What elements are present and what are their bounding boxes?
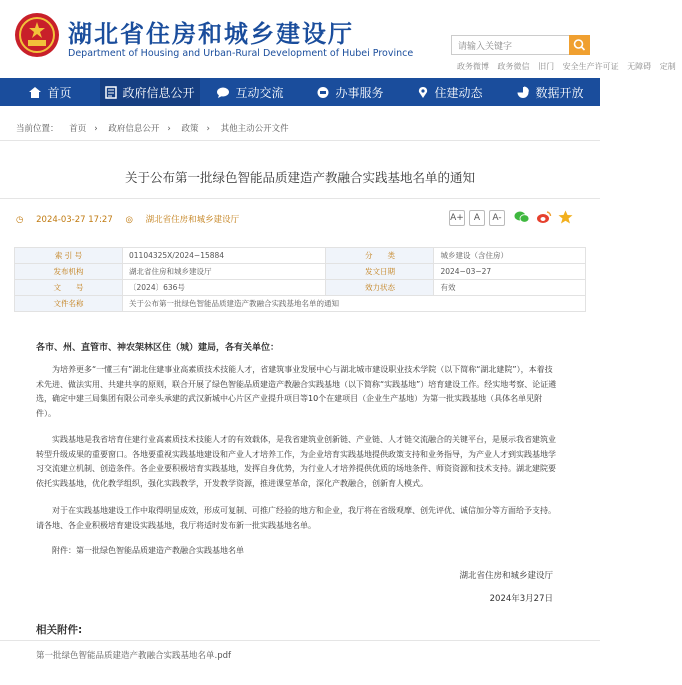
share-tools [514,210,579,224]
divider [0,140,600,141]
breadcrumb-prefix: 当前位置： [16,124,59,134]
weibo-icon[interactable] [536,210,552,224]
breadcrumb-link[interactable]: 政策 [181,124,199,134]
table-row [15,296,586,312]
table-key: 效力状态 [326,280,434,296]
table-value: 湖北省住房和城乡建设厅 [123,264,326,280]
search-icon [569,35,590,55]
breadcrumb-link[interactable]: 其他主动公开文件 [220,124,289,134]
table-key: 文 号 [15,280,123,296]
chat-icon [216,86,230,99]
body-paragraph: 为培养更多“一懂三有”湖北住建事业高素质技术技能人才，省建筑事业发展中心与湖北城市建设职业技术学院（以下简称“湖北建院”），本着技术先进、做法实用、共建共享的原则，联合开展了绿色智能品质建造产教融合实践基地（以下简称“实践基地”）培育建设工作。经实地考察、论证遴选，确定中建三局集团有限公司牵头承建的武汉新城中心片区产业提升项目等10个在建项目（企业生产基地）为第一批实践基地（具体名单见附件）。 [36,365,557,418]
nav-item-open-data[interactable] [500,78,600,106]
favorite-star-icon[interactable] [558,210,573,224]
breadcrumb-separator: › [94,124,98,134]
table-value: 2024−03−27 [434,264,586,280]
top-link[interactable]: 政务微信 [497,62,530,71]
font-size-tools [449,210,509,226]
table-key: 分 类 [326,248,434,264]
nav-label: 办事服务 [335,85,384,100]
addressee: 各市、州、直管市、神农架林区住（城）建局，各有关单位： [36,343,280,353]
article-source: 湖北省住房和城乡建设厅 [145,215,240,225]
document-info-table [14,247,586,312]
nav-label: 互动交流 [235,85,284,100]
top-link[interactable]: 定制 [659,62,676,71]
font-default-button[interactable]: A [469,210,485,226]
document-icon [105,86,117,99]
table-key: 文件名称 [15,296,123,312]
body-paragraph: 对于在实践基地建设工作中取得明显成效，形成可复制、可推广经验的地方和企业，我厅将在省级观摩、创先评优、诚信加分等方面给予支持。请各地、各企业积极培育建设实践基地，我厅将适时发布新一批实践基地名单。 [36,506,556,530]
table-value: 城乡建设（含住房） [434,248,586,264]
site-subtitle: Department of Housing and Urban-Rural Development of Hubei Province [68,48,414,59]
site-title[interactable]: 湖北省住房和城乡建设厅 [68,20,354,48]
service-icon [316,86,330,99]
table-row [15,248,586,264]
table-value: 有效 [434,280,586,296]
article-title: 关于公布第一批绿色智能品质建造产教融合实践基地名单的通知 [124,170,475,185]
main-nav [0,78,600,106]
top-link[interactable]: 无障碍 [627,62,652,71]
table-key: 索 引 号 [15,248,123,264]
top-links [457,61,682,72]
breadcrumb [16,122,297,134]
nav-label: 住建动态 [434,85,483,100]
chart-icon [516,86,530,99]
divider [0,640,600,641]
table-value: 〔2024〕636号 [123,280,326,296]
article-datetime: 2024-03-27 17:27 [36,215,113,225]
breadcrumb-link[interactable]: 首页 [69,124,87,134]
table-key: 发布机构 [15,264,123,280]
attachment-note: 附件：第一批绿色智能品质建造产教融合实践基地名单 [52,546,244,555]
top-link[interactable]: 政务微博 [457,62,489,71]
nav-label: 首页 [47,85,72,100]
table-row [15,280,586,296]
table-value: 01104325X/2024−15884 [123,248,326,264]
body-paragraph: 实践基地是我省培育住建行业高素质技术技能人才的有效载体，是我省建筑业创新链、产业链、人才链交流融合的关键平台，是展示我省建筑业转型升级成果的重要窗口。各地要重视实践基地建设和产业人才培养工作，为企业培育实践基地提供政策支持和业务指导，为产业人才到实践基地学习交流建立机制、创造条件。各企业要积极培育实践基地，发挥自身优势，为行业人才培养提供优质的场地条件、师资资源和技术支持。湖北建院要依托实践基地，优化教学组织，强化实践教学，开发教学资源，推进课堂革命，深化产教融合，创新育人模式。 [36,435,556,488]
nav-item-services[interactable] [300,78,400,106]
nav-label: 政府信息公开 [122,85,195,100]
table-row [15,264,586,280]
top-link[interactable]: 旧门 [538,62,555,71]
clock-icon: ◷ [16,215,24,225]
home-icon [28,86,42,99]
nav-item-gov-info[interactable] [100,78,200,106]
divider [0,198,600,199]
font-increase-button[interactable]: A+ [449,210,465,226]
breadcrumb-separator: › [167,124,171,134]
nav-label: 数据开放 [535,85,584,100]
wechat-icon[interactable] [514,210,530,224]
document-date: 2024年3月27日 [489,594,553,604]
table-value: 关于公布第一批绿色智能品质建造产教融合实践基地名单的通知 [123,296,586,312]
article-meta [16,213,249,225]
nav-item-home[interactable] [0,78,100,106]
site-header [0,0,676,78]
nav-item-interaction[interactable] [200,78,300,106]
breadcrumb-separator: › [206,124,210,134]
breadcrumb-link[interactable]: 政府信息公开 [108,124,160,134]
attachment-link[interactable]: 第一批绿色智能品质建造产教融合实践基地名单.pdf [36,651,231,661]
top-link[interactable]: 安全生产许可证 [562,62,619,71]
table-key: 发文日期 [326,264,434,280]
font-decrease-button[interactable]: A- [489,210,505,226]
search-button[interactable] [569,35,590,55]
signature: 湖北省住房和城乡建设厅 [459,571,553,581]
nav-item-news[interactable] [400,78,500,106]
location-icon [417,86,429,99]
related-attachments-heading: 相关附件: [36,624,83,636]
national-emblem-icon [14,12,60,58]
search-input[interactable]: 请输入关键字 [451,35,569,55]
source-icon: ◎ [125,215,133,225]
